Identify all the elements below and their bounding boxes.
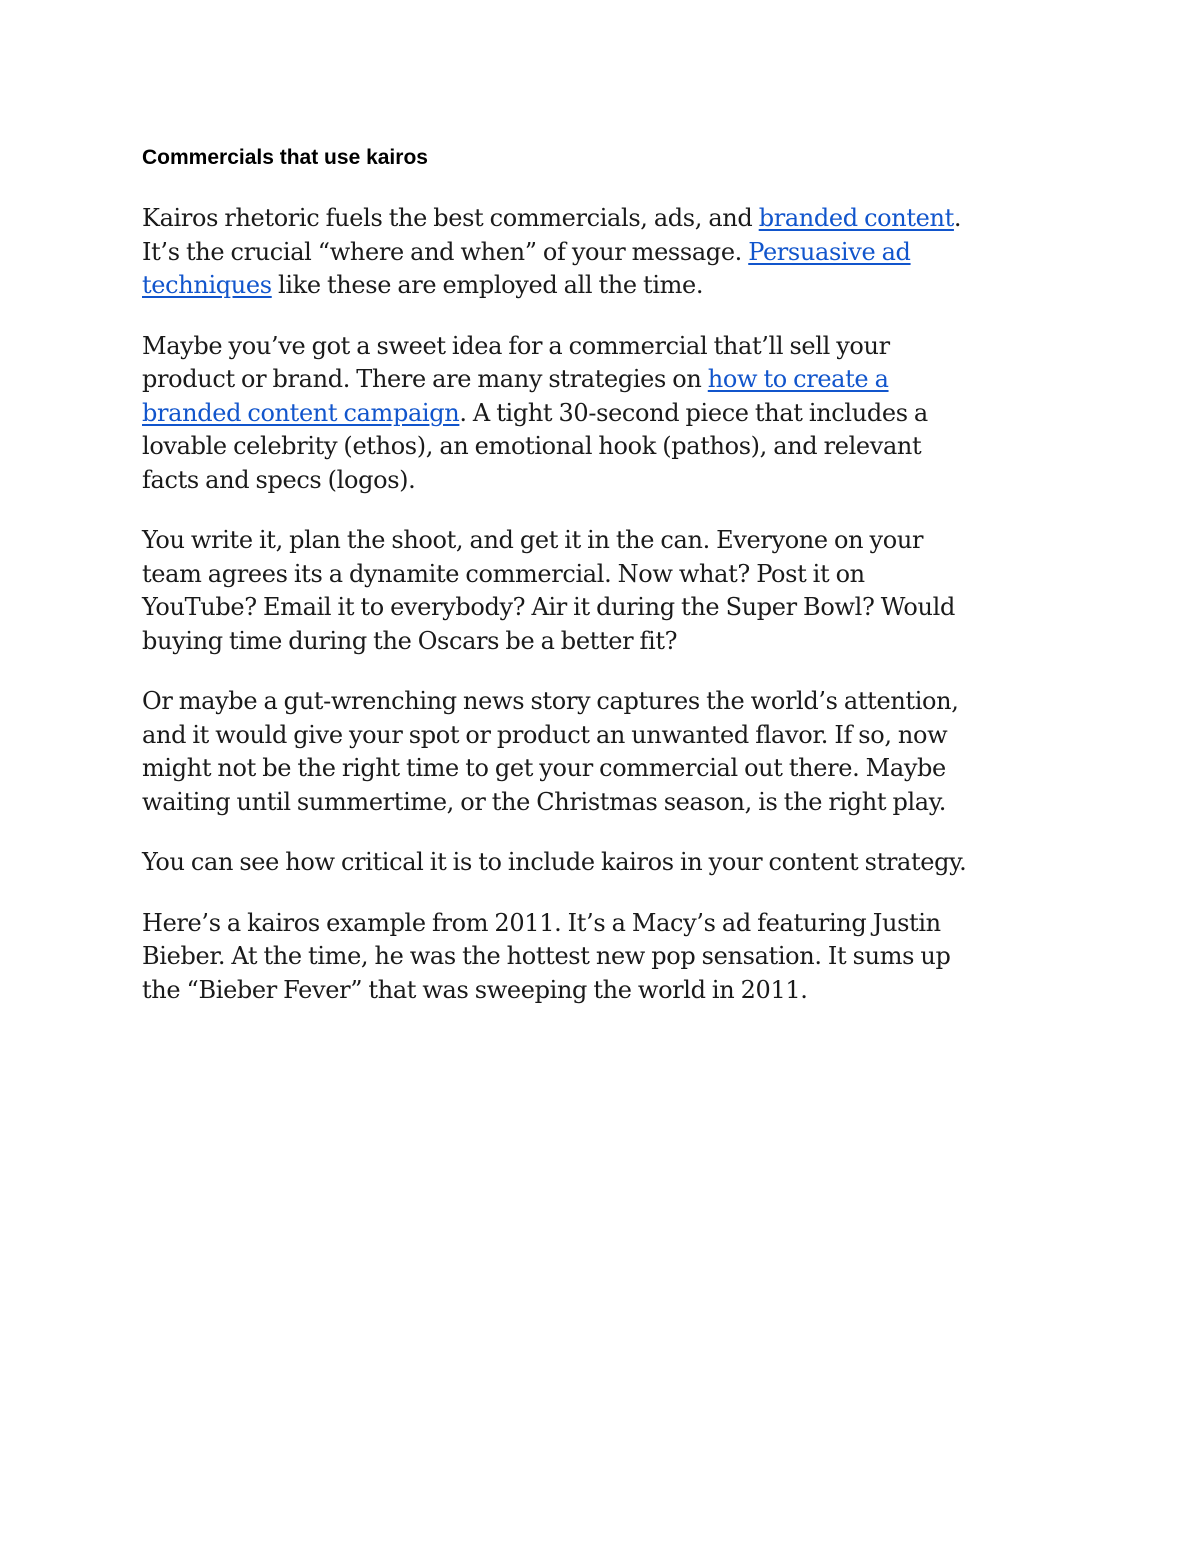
create-branded-campaign-link-cont[interactable]: branded content campaign [142, 398, 460, 427]
paragraph-2-line-5: facts and specs (logos). [142, 465, 416, 494]
paragraph-2-line-2 [142, 363, 1062, 397]
paragraph-5 [142, 846, 1062, 880]
persuasive-ad-techniques-link[interactable]: Persuasive ad [748, 237, 911, 266]
paragraph-4-line-1: Or maybe a gut-wrenching news story captures the world’s attention, [142, 687, 959, 715]
paragraph-6-line-3: the “Bieber Fever” that was sweeping the world in 2011. [142, 975, 808, 1004]
paragraph-5-line-1: You can see how critical it is to include kairos in your content strategy. [142, 848, 967, 876]
paragraph-4-line-4: waiting until summertime, or the Christmas season, is the right play. [142, 787, 947, 816]
text-span: . [953, 204, 962, 232]
paragraph-3-line-4: buying time during the Oscars be a better fit? [142, 626, 678, 655]
text-span: It’s the crucial “where and when” of your message. [142, 237, 749, 266]
paragraph-1-line-1 [142, 202, 1062, 236]
paragraph-6 [142, 907, 1062, 1008]
paragraph-3 [142, 524, 1062, 658]
paragraph-1-line-3 [142, 269, 1062, 303]
branded-content-link[interactable]: branded content [758, 204, 954, 232]
paragraph-2-line-3 [142, 397, 1062, 431]
paragraph-3-line-3: YouTube? Email it to everybody? Air it during the Super Bowl? Would [142, 593, 955, 621]
paragraph-4-line-3: might not be the right time to get your commercial out there. Maybe [142, 754, 946, 782]
paragraph-4 [142, 685, 1062, 819]
create-branded-campaign-link[interactable]: how to create a [707, 365, 889, 393]
paragraph-3-line-2: team agrees its a dynamite commercial. Now what? Post it on [142, 559, 865, 588]
text-span: . A tight 30-second piece that includes a [459, 398, 928, 427]
paragraph-3-line-1: You write it, plan the shoot, and get it in the can. Everyone on your [142, 526, 924, 554]
text-span: like these are employed all the time. [271, 271, 704, 299]
text-span: product or brand. There are many strategies on [142, 365, 708, 393]
paragraph-6-line-1: Here’s a kairos example from 2011. It’s a Macy’s ad featuring Justin [142, 908, 941, 937]
paragraph-2-line-1: Maybe you’ve got a sweet idea for a commercial that’ll sell your [142, 331, 890, 360]
document-heading: Commercials that use kairos [142, 146, 428, 169]
paragraph-4-line-2: and it would give your spot or product an unwanted flavor. If so, now [142, 720, 948, 749]
document-body [142, 144, 1062, 1034]
paragraph-1-line-2 [142, 236, 1062, 270]
paragraph-2-line-4: lovable celebrity (ethos), an emotional hook (pathos), and relevant [142, 432, 922, 460]
paragraph-6-line-2: Bieber. At the time, he was the hottest new pop sensation. It sums up [142, 942, 951, 970]
paragraph-2 [142, 330, 1062, 498]
text-span: Kairos rhetoric fuels the best commercials, ads, and [142, 204, 759, 232]
persuasive-ad-techniques-link-cont[interactable]: techniques [142, 271, 272, 299]
paragraph-1 [142, 202, 1062, 303]
